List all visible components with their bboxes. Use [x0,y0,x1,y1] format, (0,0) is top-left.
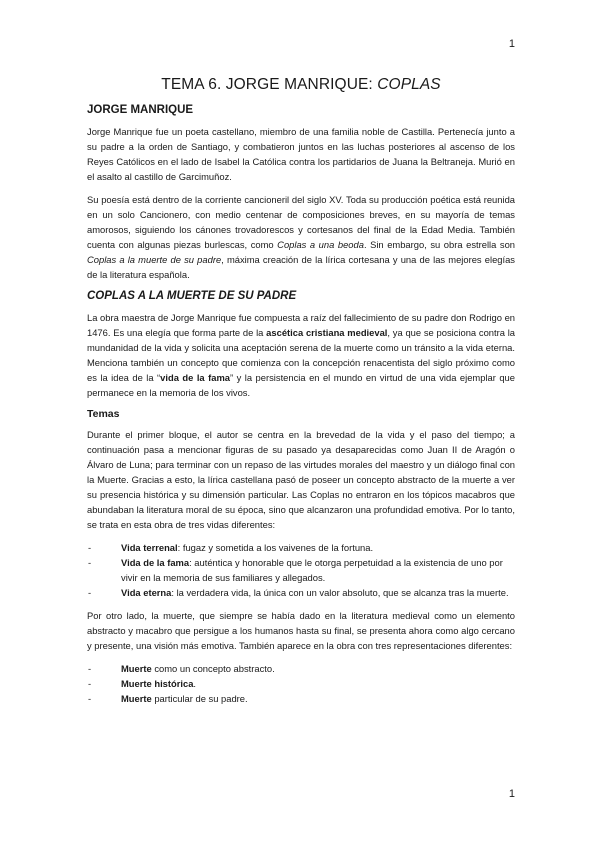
list-item: - Muerte histórica. [88,678,197,689]
title-prefix: TEMA 6. JORGE MANRIQUE: [161,76,378,93]
section-heading-coplas: COPLAS A LA MUERTE DE SU PADRE [87,290,297,302]
title-italic: COPLAS [377,76,441,93]
list-item: - Vida terrenal: fugaz y sometida a los vaivenes de la fortuna. [88,542,374,553]
page-number-bottom: 1 [508,788,515,800]
poetry-paragraph: Su poesía está dentro de la corriente cancioneril del siglo XV. Toda su producción poética está reunida en un solo Cancionero, con medio centenar de composiciones breves, en su mayoría de temas amorosos, siguiendo los cánones trovadorescos y cortesanos del final de la Edad Media. También cuenta con algunas piezas burlescas, como Coplas a una beoda. Sin embargo, su obra estrella son Coplas a la muerte de su padre, máxima creación de la lírica cortesana y una de las mejores elegías de la literatura española. [87,194,516,280]
list-item: - Vida de la fama: auténtica y honorable que le otorga perpetuidad a la existencia de uno por vivir en la memoria de sus familiares y allegados. [88,557,503,583]
muertes-list [87,661,515,706]
muerte-paragraph: Por otro lado, la muerte, que siempre se había dado en la literatura medieval como un elemento abstracto y macabro que persigue a los humanos hasta su final, se presenta ahora como algo cercano y presente, una visión más emotiva. También aparece en la obra con tres representaciones diferentes: [87,610,515,651]
list-item: - Vida eterna: la verdadera vida, la única con un valor absoluto, que se alcanza tras la muerte. [88,587,509,598]
vidas-list [87,540,515,600]
page-title [87,76,515,94]
subheading-temas: Temas [87,408,120,420]
list-item: - Muerte como un concepto abstracto. [88,663,275,674]
biography-paragraph: Jorge Manrique fue un poeta castellano, miembro de una familia noble de Castilla. Pertenecía junto a su padre a la orden de Santiago, y combatieron juntos en las luchas posteriores al ascenso de los Reyes Católicos en el lado de Isabel la Católica contra los partidarios de Juana la Beltraneja. Murió en el asalto al castillo de Garcimuñoz. [87,126,515,182]
coplas-intro-paragraph: La obra maestra de Jorge Manrique fue compuesta a raíz del fallecimiento de su padre don Rodrigo en 1476. Es una elegía que forma parte de la ascética cristiana medieval, ya que se posiciona contra la mundanidad de la vida y solicita una aceptación serena de la muerte como un tránsito a la vida eterna. Menciona también un concepto que comienza con la concepción renacentista del siglo próximo como es la idea de la “vida de la fama” y la persistencia en el mundo en virtud de una vida ejemplar que permanece en la memoria de los vivos. [87,312,516,398]
section-heading-jorge-manrique: JORGE MANRIQUE [87,104,194,116]
document-body [87,76,515,714]
page-number-top: 1 [508,38,515,50]
list-item: - Muerte particular de su padre. [88,693,248,704]
temas-paragraph: Durante el primer bloque, el autor se centra en la brevedad de la vida y el paso del tiempo; a continuación pasa a mencionar figuras de su pasado ya desaparecidas como Juan II de Aragón o Álvaro de Luna; para terminar con un repaso de las virtudes morales del maestro y un diálogo final con la Muerte. Gracias a esto, la lírica castellana pasó de poseer un concepto abstracto de la muerte a ver su presencia histórica y su dimensión particular. Las Coplas no entraron en los tópicos macabros que abundaban la literatura moral de su época, sino que alcanzaron una profundidad emotiva. Por lo tanto, se trata en esta obra de tres vidas diferentes: [87,429,515,530]
